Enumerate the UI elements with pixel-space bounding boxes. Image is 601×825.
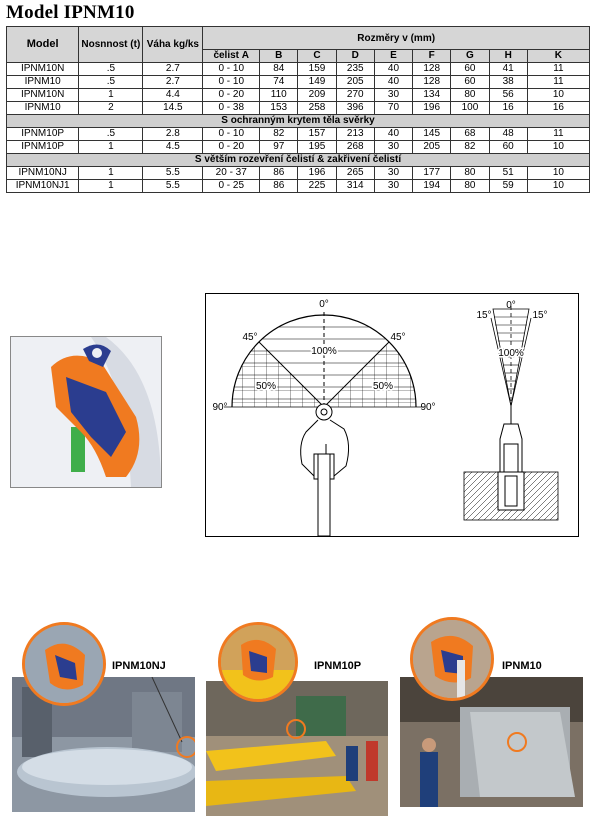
value-cell: 1 <box>79 141 143 154</box>
value-cell: 10 <box>527 180 589 193</box>
value-cell: 82 <box>260 128 298 141</box>
table-group-protective <box>7 128 590 154</box>
table-group-wide-jaw <box>7 167 590 193</box>
value-cell: 11 <box>527 128 589 141</box>
value-cell: 97 <box>260 141 298 154</box>
angle-diagram-svg <box>206 294 578 536</box>
model-cell: IPNM10NJ <box>7 167 79 180</box>
side-angle-label-15-left: 15° <box>476 310 492 321</box>
value-cell: 196 <box>413 102 451 115</box>
header-col-f: F <box>413 50 451 63</box>
value-cell: 145 <box>413 128 451 141</box>
value-cell: 134 <box>413 89 451 102</box>
value-cell: 5.5 <box>143 167 203 180</box>
value-cell: 86 <box>260 167 298 180</box>
value-cell: 213 <box>336 128 374 141</box>
value-cell: 4.4 <box>143 89 203 102</box>
value-cell: 68 <box>451 128 489 141</box>
table-row <box>7 180 590 193</box>
value-cell: 157 <box>298 128 336 141</box>
header-col-g: G <box>451 50 489 63</box>
table-row <box>7 128 590 141</box>
value-cell: 38 <box>489 76 527 89</box>
value-cell: 80 <box>451 89 489 102</box>
header-col-a: čelist A <box>203 50 260 63</box>
value-cell: 80 <box>451 167 489 180</box>
value-cell: 59 <box>489 180 527 193</box>
header-col-d: D <box>336 50 374 63</box>
header-weight: Váha kg/ks <box>143 27 203 63</box>
angle-label-90-right: 90° <box>420 402 436 413</box>
value-cell: 84 <box>260 63 298 76</box>
header-col-k: K <box>527 50 589 63</box>
photo-label-ipnm10nj: IPNM10NJ <box>112 660 166 672</box>
value-cell: 0 - 38 <box>203 102 260 115</box>
value-cell: 153 <box>260 102 298 115</box>
value-cell: 0 - 10 <box>203 76 260 89</box>
value-cell: 0 - 25 <box>203 180 260 193</box>
angle-label-90-left: 90° <box>212 402 228 413</box>
value-cell: 194 <box>413 180 451 193</box>
model-cell: IPNM10 <box>7 102 79 115</box>
value-cell: .5 <box>79 128 143 141</box>
table-row <box>7 167 590 180</box>
zoom-circle-ipnm10p <box>218 622 298 702</box>
header-col-b: B <box>260 50 298 63</box>
value-cell: 74 <box>260 76 298 89</box>
value-cell: 82 <box>451 141 489 154</box>
angle-label-0: 0° <box>319 299 329 310</box>
table-row <box>7 76 590 89</box>
value-cell: .5 <box>79 63 143 76</box>
table-row <box>7 89 590 102</box>
value-cell: 41 <box>489 63 527 76</box>
header-model: Model <box>7 27 79 63</box>
model-cell: IPNM10N <box>7 89 79 102</box>
value-cell: 1 <box>79 167 143 180</box>
value-cell: 205 <box>336 76 374 89</box>
value-cell: 268 <box>336 141 374 154</box>
value-cell: 0 - 10 <box>203 128 260 141</box>
value-cell: 16 <box>527 102 589 115</box>
page-title: Model IPNM10 <box>6 2 135 23</box>
model-cell: IPNM10N <box>7 63 79 76</box>
value-cell: 80 <box>451 180 489 193</box>
value-cell: 16 <box>489 102 527 115</box>
zoom-circle-ipnm10 <box>410 617 494 701</box>
table-row <box>7 63 590 76</box>
clamp-illustration <box>10 336 162 488</box>
clamp-product-image <box>11 337 161 487</box>
value-cell: 20 - 37 <box>203 167 260 180</box>
value-cell: 70 <box>374 102 412 115</box>
table-section-wide-jaw <box>7 154 590 167</box>
value-cell: 270 <box>336 89 374 102</box>
value-cell: 1 <box>79 180 143 193</box>
value-cell: 0 - 10 <box>203 63 260 76</box>
value-cell: 265 <box>336 167 374 180</box>
value-cell: 0 - 20 <box>203 141 260 154</box>
value-cell: 40 <box>374 76 412 89</box>
value-cell: 195 <box>298 141 336 154</box>
angle-label-45-left: 45° <box>242 332 258 343</box>
model-cell: IPNM10P <box>7 141 79 154</box>
value-cell: 128 <box>413 76 451 89</box>
section-title: S větším rozevření čelistí & zakřivení čelistí <box>7 154 590 167</box>
table-row <box>7 141 590 154</box>
value-cell: 10 <box>527 167 589 180</box>
value-cell: 11 <box>527 76 589 89</box>
value-cell: 2.7 <box>143 63 203 76</box>
value-cell: 5.5 <box>143 180 203 193</box>
value-cell: 2 <box>79 102 143 115</box>
table-section-protective-cover <box>7 115 590 128</box>
header-col-c: C <box>298 50 336 63</box>
angle-label-45-right: 45° <box>390 332 406 343</box>
value-cell: 2.7 <box>143 76 203 89</box>
value-cell: 177 <box>413 167 451 180</box>
value-cell: 396 <box>336 102 374 115</box>
value-cell: 258 <box>298 102 336 115</box>
value-cell: 110 <box>260 89 298 102</box>
value-cell: 128 <box>413 63 451 76</box>
value-cell: 209 <box>298 89 336 102</box>
value-cell: 11 <box>527 63 589 76</box>
zoom-circle-ipnm10nj <box>22 622 106 706</box>
value-cell: 10 <box>527 89 589 102</box>
photo-label-ipnm10p: IPNM10P <box>314 660 362 672</box>
value-cell: 10 <box>527 141 589 154</box>
load-label-100: 100% <box>311 346 337 357</box>
value-cell: 1 <box>79 89 143 102</box>
value-cell: 159 <box>298 63 336 76</box>
header-col-h: H <box>489 50 527 63</box>
value-cell: .5 <box>79 76 143 89</box>
value-cell: 60 <box>489 141 527 154</box>
value-cell: 86 <box>260 180 298 193</box>
specification-table <box>6 26 590 193</box>
side-load-label-100: 100% <box>498 348 524 359</box>
value-cell: 205 <box>413 141 451 154</box>
photo-ipnm10 <box>400 677 583 807</box>
header-dimensions: Rozměry v (mm) <box>203 27 590 50</box>
value-cell: 4.5 <box>143 141 203 154</box>
clamp-drawing-front <box>301 404 349 536</box>
value-cell: 48 <box>489 128 527 141</box>
value-cell: 40 <box>374 128 412 141</box>
value-cell: 30 <box>374 141 412 154</box>
side-angle-label-15-right: 15° <box>532 310 548 321</box>
angle-diagram <box>205 293 579 537</box>
value-cell: 0 - 20 <box>203 89 260 102</box>
model-cell: IPNM10NJ1 <box>7 180 79 193</box>
value-cell: 196 <box>298 167 336 180</box>
value-cell: 60 <box>451 76 489 89</box>
value-cell: 235 <box>336 63 374 76</box>
value-cell: 14.5 <box>143 102 203 115</box>
value-cell: 30 <box>374 89 412 102</box>
load-label-50-left: 50% <box>255 381 277 392</box>
value-cell: 225 <box>298 180 336 193</box>
value-cell: 40 <box>374 63 412 76</box>
photo-ipnm10p <box>206 681 388 816</box>
load-label-50-right: 50% <box>372 381 394 392</box>
value-cell: 30 <box>374 167 412 180</box>
value-cell: 100 <box>451 102 489 115</box>
value-cell: 30 <box>374 180 412 193</box>
value-cell: 314 <box>336 180 374 193</box>
value-cell: 51 <box>489 167 527 180</box>
model-cell: IPNM10P <box>7 128 79 141</box>
model-cell: IPNM10 <box>7 76 79 89</box>
side-angle-label-0: 0° <box>506 300 516 311</box>
value-cell: 149 <box>298 76 336 89</box>
section-title: S ochranným krytem těla svěrky <box>7 115 590 128</box>
table-row <box>7 102 590 115</box>
value-cell: 2.8 <box>143 128 203 141</box>
header-capacity: Nosnnost (t) <box>79 27 143 63</box>
header-col-e: E <box>374 50 412 63</box>
photo-label-ipnm10: IPNM10 <box>502 660 542 672</box>
table-group-standard <box>7 63 590 115</box>
value-cell: 60 <box>451 63 489 76</box>
value-cell: 56 <box>489 89 527 102</box>
